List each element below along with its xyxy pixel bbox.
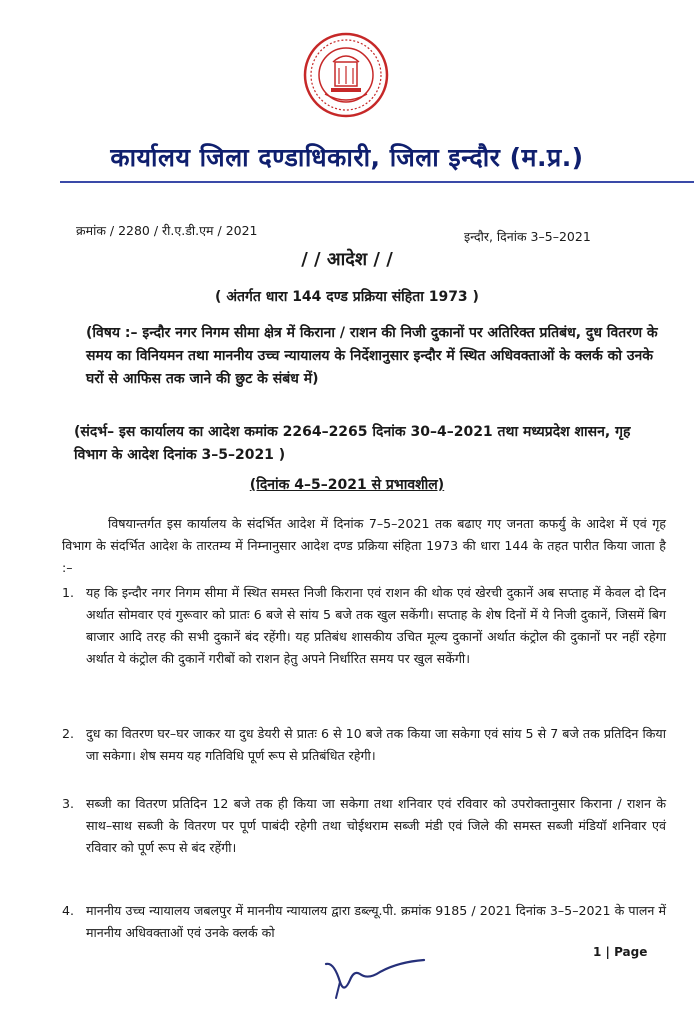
state-emblem-icon <box>303 32 389 118</box>
place-date: इन्दौर, दिनांक 3–5–2021 <box>464 229 591 244</box>
item-number: 2. <box>62 726 75 741</box>
item-text: सब्जी का वितरण प्रतिदिन 12 बजे तक ही किया जा सकेगा तथा शनिवार एवं रविवार को उपरोक्तानुसार किराना / राशन के साथ–साथ सब्जी के वितरण पर पूर्ण पाबंदी रहेगी तथा चोईथराम सब्जी मंडी एवं जिले की समस्त सब्जी मंडियॉ शनिवार एवं रविवार को पूर्ण रूप से बंद रहेंगी। <box>86 796 666 855</box>
item-number: 3. <box>62 796 75 811</box>
order-heading: / / आदेश / / <box>301 249 393 270</box>
under-section-line: ( अंतर्गत धारा 144 दण्ड प्रक्रिया संहिता 1973 ) <box>215 289 479 305</box>
header-divider <box>60 181 694 183</box>
effective-date-text: (दिनांक 4–5–2021 से प्रभावशील) <box>249 477 445 493</box>
item-text: यह कि इन्दौर नगर निगम सीमा में स्थित समस्त निजी किराना एवं राशन की थोक एवं खेरची दुकानें अब सप्ताह में केवल दो दिन अर्थात सोमवार एवं गुरूवार को प्रातः 6 बजे से सांय 5 बजे तक खुल सकेंगी। सप्ताह के शेष दिनों में ये निजी दुकानें, जिसमें बिग बाजार आदि तरह की सभी दुकानें बंद रहेंगी। यह प्रतिबंध शासकीय उचित मूल्य दुकानों अर्थात कंट्रोल की दुकानों पर नहीं रहेगा अर्थात ये कंट्रोल की दुकानें गरीबों को राशन हेतु अपने निर्धारित समय पर खुल सकेंगी। <box>86 585 666 666</box>
item-number: 4. <box>62 903 75 918</box>
office-title: कार्यालय जिला दण्डाधिकारी, जिला इन्दौर (म.प्र.) <box>110 143 584 172</box>
reference-paragraph: (संदर्भ– इस कार्यालय का आदेश कमांक 2264–2265 दिनांक 30–4–2021 तथा मध्यप्रदेश शासन, गृह विभाग के आदेश दिनांक 3–5–2021 ) <box>74 424 631 463</box>
order-item <box>62 900 666 944</box>
order-item <box>62 582 666 670</box>
order-item <box>62 793 666 859</box>
reference-number: क्रमांक / 2280 / री.ए.डी.एम / 2021 <box>76 223 258 238</box>
item-text: दुध का वितरण घर–घर जाकर या दुध डेयरी से प्रातः 6 से 10 बजे तक किया जा सकेगा एवं सांय 5 से 7 बजे तक प्रतिदिन किया जा सकेगा। शेष समय यह गतिविधि पूर्ण रूप से प्रतिबंधित रहेगी। <box>86 726 666 763</box>
subject-paragraph: (विषय :– इन्दौर नगर निगम सीमा क्षेत्र में किराना / राशन की निजी दुकानों पर अतिरिक्त प्रतिबंध, दुध वितरण के समय का विनियमन तथा माननीय उच्च न्यायालय के निर्देशानुसार इन्दौर में स्थित अधिवक्ताओं के क्लर्क को उनके घरों से आफिस तक जाने की छुट के संबंध में) <box>86 325 658 387</box>
page-number: 1 | Page <box>593 945 648 959</box>
item-text: माननीय उच्च न्यायालय जबलपुर में माननीय न्यायालय द्वारा डब्ल्यू.पी. क्रमांक 9185 / 2021 दिनांक 3–5–2021 के पालन में माननीय अधिवक्ताओं एवं उनके क्लर्क को <box>86 903 666 940</box>
signature-icon <box>320 952 430 1002</box>
item-number: 1. <box>62 585 75 600</box>
effective-date-line <box>0 475 694 494</box>
preamble-paragraph: विषयान्तर्गत इस कार्यालय के संदर्भित आदेश में दिनांक 7–5–2021 तक बढाए गए जनता कफर्यु के आदेश में एवं गृह विभाग के संदर्भित आदेश के तारतम्य में निम्नानुसार आदेश दण्ड प्रक्रिया संहिता 1973 की धारा 144 के तहत पारीत किया जाता है :– <box>62 516 666 575</box>
order-item <box>62 723 666 767</box>
